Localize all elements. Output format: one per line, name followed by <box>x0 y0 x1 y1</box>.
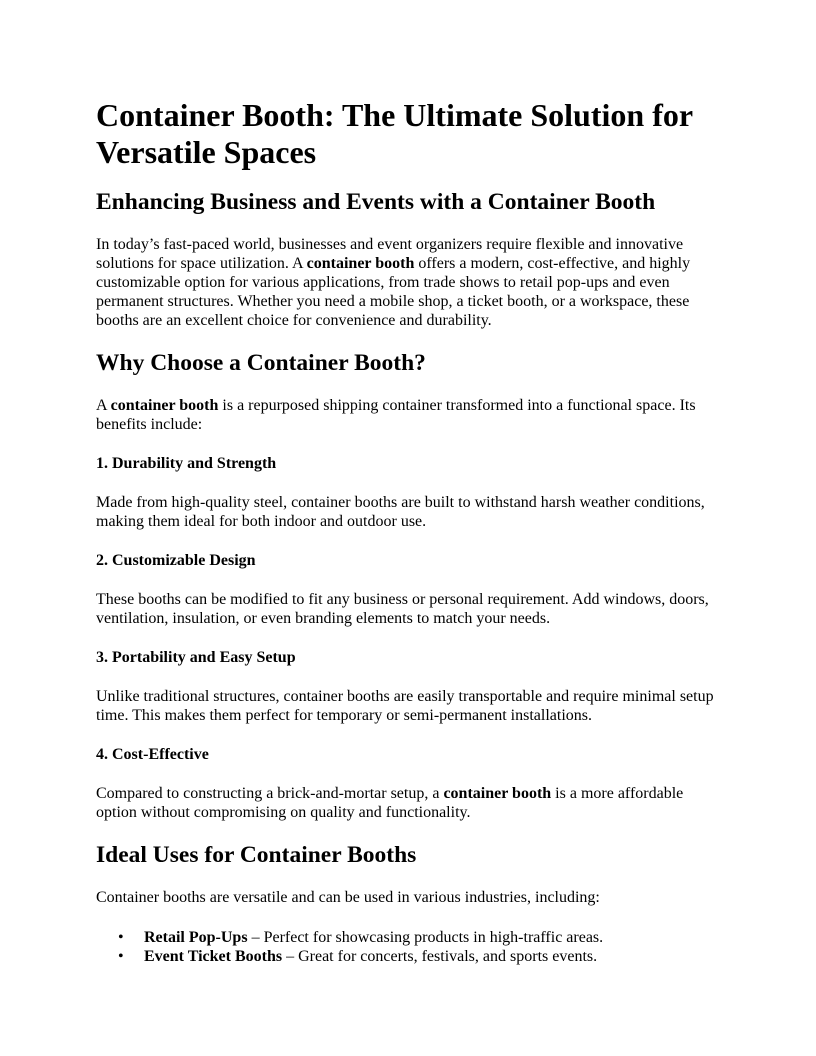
benefit-text-portability: Unlike traditional structures, container booths are easily transportable and require minimal setup time. This makes them perfect for temporary or semi-permanent installations. <box>96 688 714 724</box>
bullet-icon: • <box>118 929 124 946</box>
uses-intro: Container booths are versatile and can be used in various industries, including: <box>96 889 600 906</box>
list-item <box>118 947 720 966</box>
intro-text-start: In today’s fast-paced world, businesses and event organizers require flexible and innovative solutions for space utilization. A <box>96 236 684 272</box>
list-item-term: Event Ticket Booths <box>144 948 283 965</box>
intro-text-end: offers a modern, cost-effective, and highly customizable option for various applications, from trade shows to retail pop-ups and even permanent structures. Whether you need a mobile shop, a ticket booth, or a workspace, these booths are an excellent choice for convenience and durability. <box>96 255 691 329</box>
why-bold-term: container booth <box>110 397 219 414</box>
why-text-start: A <box>96 397 111 414</box>
why-text-end: is a repurposed shipping container transformed into a functional space. Its benefits include: <box>96 397 696 433</box>
uses-list <box>96 928 720 966</box>
list-item-text: – Great for concerts, festivals, and sports events. <box>282 948 598 965</box>
bullet-icon: • <box>118 948 124 965</box>
benefit-heading-durability: 1. Durability and Strength <box>96 455 277 472</box>
page-title: Container Booth: The Ultimate Solution for Versatile Spaces <box>96 97 693 170</box>
benefit-text-customizable: These booths can be modified to fit any business or personal requirement. Add windows, doors, ventilation, insulation, or even branding elements to match your needs. <box>96 591 709 627</box>
cost-bold-term: container booth <box>443 785 552 802</box>
list-item-term: Retail Pop-Ups <box>144 929 248 946</box>
cost-text-start: Compared to constructing a brick-and-mortar setup, a <box>96 785 444 802</box>
benefit-heading-customizable: 2. Customizable Design <box>96 552 256 569</box>
benefit-heading-cost: 4. Cost-Effective <box>96 746 209 763</box>
why-heading: Why Choose a Container Booth? <box>96 350 426 376</box>
intro-bold-term: container booth <box>306 255 415 272</box>
cost-text-end: is a more affordable option without compromising on quality and functionality. <box>96 785 684 821</box>
document-page <box>96 97 720 966</box>
benefit-heading-portability: 3. Portability and Easy Setup <box>96 649 296 666</box>
intro-paragraph <box>96 235 720 330</box>
benefit-text-durability: Made from high-quality steel, container booths are built to withstand harsh weather conditions, making them ideal for both indoor and outdoor use. <box>96 494 705 530</box>
list-item <box>118 928 720 947</box>
benefit-text-cost <box>96 784 720 822</box>
list-item-text: – Perfect for showcasing products in high-traffic areas. <box>247 929 604 946</box>
page-subtitle: Enhancing Business and Events with a Container Booth <box>96 189 656 215</box>
uses-heading: Ideal Uses for Container Booths <box>96 842 417 868</box>
why-paragraph <box>96 396 720 434</box>
